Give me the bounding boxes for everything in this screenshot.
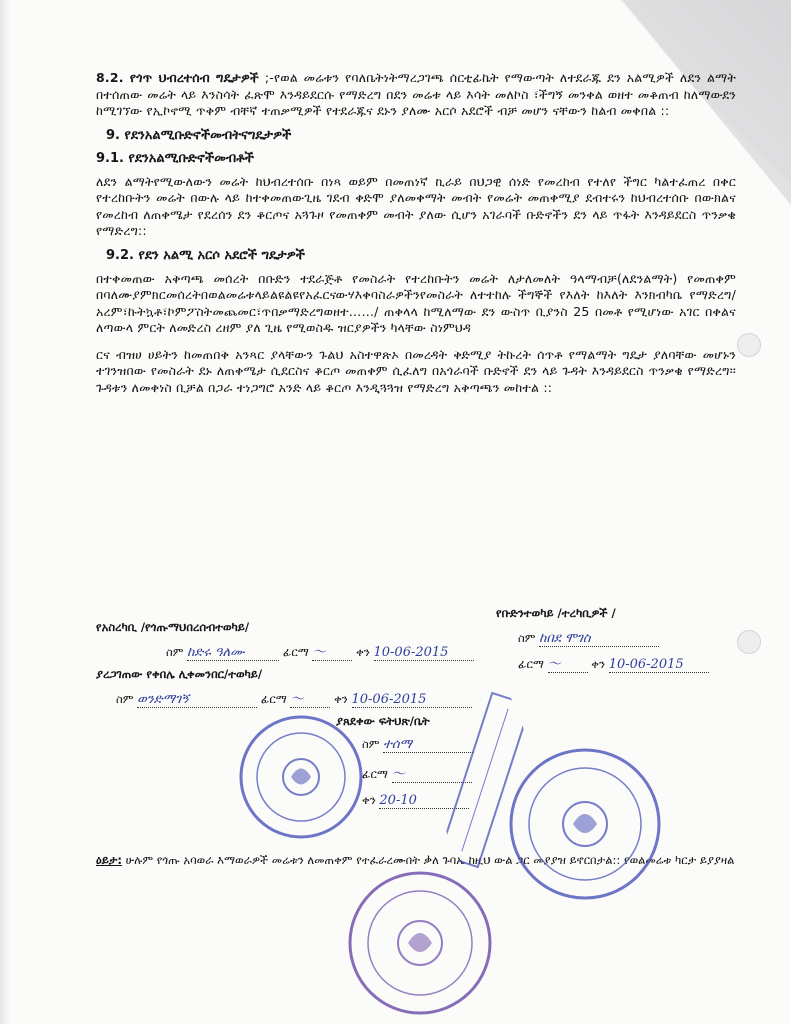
- signature-label: ፊርማ: [282, 645, 309, 659]
- court-date-line: [362, 793, 473, 809]
- date-label: ቀን: [334, 692, 348, 706]
- court-name: ተሰማ: [383, 737, 473, 753]
- note-label: ዕይታ:: [96, 853, 122, 867]
- group-signature: 〜: [548, 653, 588, 673]
- section-8-2-heading: 8.2. የጎጥ ህብረተሰብ ግዴታዎች: [96, 70, 259, 85]
- court-signature: 〜: [392, 763, 472, 783]
- section-9-heading: 9. የደንአልሚቡድኖችመብትናግዴታዎች: [106, 127, 292, 143]
- verifier-signature: 〜: [290, 688, 330, 708]
- court-title: ያጸደቀው ፍትህጽ/ቤት: [336, 714, 430, 728]
- group-signature-block: [496, 606, 709, 673]
- note: [96, 852, 736, 868]
- section-9-1-heading: 9.1. የደንአልሚቡድኖችመብቶች: [96, 150, 254, 166]
- group-date: 10-06-2015: [609, 657, 709, 673]
- date-label: ቀን: [356, 645, 370, 659]
- section-8-2: [96, 70, 736, 120]
- punch-hole: [737, 333, 761, 357]
- verifier-name: ወንድማገኝ: [137, 692, 257, 708]
- group-name-line: [518, 631, 709, 647]
- date-label: ቀን: [591, 657, 606, 671]
- receiver-signature-block: [96, 620, 474, 708]
- verifier-date: 10-06-2015: [352, 692, 472, 708]
- signature-label: ፊርማ: [260, 692, 287, 706]
- name-label: ስም: [166, 645, 184, 659]
- section-8-2-text: ;-የወል መሬቱን የባለቤትነትማረጋገጫ ሰርቲፊኬት የማውጣት ለተደራጁ ደን አልሚዎች ለደን ልማት በተሰጠው መሬት ላይ እንስሳት ፈጽሞ እንዳይደርሱ የማድረግ በደን መሬቱ ላይ እሳት መለኮስ ፣ችግኝ መንቀል ወዘተ መቆጠብ ከለማውደን ከሚገኘው የኢኮኖሚ ጥቅም ብቸኛ ተጠቃሚዎች የተደራጁና ደኑን ያለሙ አርሶ አደሮች ብቻ መሆን ናቸውን ከልብ መቀበል ::: [96, 70, 736, 118]
- receiver-name: ከድሩ ዓለሙ: [187, 645, 279, 661]
- group-title: የቡድንተወካይ /ተረካቢዎች /: [496, 606, 616, 620]
- signature-label: ፊርማ: [362, 767, 388, 781]
- document-body: [96, 70, 736, 404]
- page-edge: [0, 0, 10, 1024]
- section-9-2-heading: 9.2. የደን አልሚ አርሶ አደሮች ግዴታዎች: [106, 247, 305, 263]
- signature-label: ፊርማ: [518, 657, 544, 671]
- receiver-date: 10-06-2015: [374, 645, 474, 661]
- receiver-signature: 〜: [312, 641, 352, 661]
- section-9-1-text: ለደን ልማትየሚውለውን መሬት ከህብረተሰቡ በነጻ ወይም በመጠነኛ ኪራይ በህጋዊ ሰነድ የመረከብ የተለየ ችግር ካልተፈጠረ በቀር የተረከቡትን መሬት በውሉ ላይ ከተቀመጠውጊዜ ገደብ ቀድሞ ያለመቀማት መብት የመሬት መጠቀሚያ ደብተሩን ከህብረተሰቡ በውክልና የመረከብ ለጠቀሜታ የደረሰን ደን ቆርጦና አጓጉዞ የመጠቀም መብት ያለው ሲሆን አገራባች ቡድኖችን ደን ላይ ጥፋት እንዳይደርስ ጥንቃቄ የማድረግ::: [96, 173, 736, 238]
- section-9-2-continued: ርና ብዝሀ ሀይትን ከመጠበቅ አንጻር ያላቸውን ጉልህ አስተዋጽኦ በመረዳት ቅድሚያ ትኩረት ሰጥቶ የማልማት ግዴታ ያለባቸው መሆኑን ተገንዝበው የመስራት ደኑ ለጠቀሜታ ሲደርስና ቆርጦ መጠቀም ሲፈለግ በአጎራባች ቡድኖች ደን ላይ ጉዳት እንዳይደርስ ጥንቃቄ የማድረግ፡፡ ጉዳቱን ለመቀነስ ቢቻል በጋራ ተነጋግሮ አንድ ላይ ቆርጦ እንዲጓጓዝ የማድረግ አቅጣጫን መከተል ::: [96, 346, 736, 395]
- court-sign-line: [362, 763, 473, 783]
- court-date: 20-10: [379, 793, 469, 809]
- section-9-2-text: በተቀመጠው አቅጣጫ መሰረት በቡድን ተደራጅቶ የመስራት የተረከቡትን መሬት ለታለመለት ዓላማብቻ(ለደንልማት) የመጠቀም በባለሙያምክርመሰረትበወልመሬቱላይልዩልዩየአፈርናውሃእቀባስራዎችንየመስራት ለተተከሉ ችግኞች የእለት ከእለት እንክብካቤ የማድረግ/አረም፣ኩትኳቶ፣ኮምፖስትመጨመር፣ጥበቃማድረግወዘተ……/ ጠቀላላ ከሚለማው ደን ውስጥ ቢያንስ 25 በመቶ የሚሆነው አገር በቀልና ለጣውላ ምርት ለመድረስ ረዘም ያለ ጊዜ የሚወስዱ ዝርያዎችን ካላቸው ስነምህዳ: [96, 270, 736, 335]
- date-label: ቀን: [362, 793, 376, 807]
- note-text: ሁሉም የጎጡ አባወራ እማወራዎች መሬቱን ለመጠቀም የተፈራረሙበት ቃለ ጉባኤ ከዚህ ውል ጋር መያያዝ ይኖርበታል:: የወልመሬቱ ካርታ ይያያዛል: [125, 853, 735, 867]
- group-sign-line: [518, 653, 709, 673]
- receiver-line: [166, 641, 474, 661]
- name-label: ስም: [518, 631, 536, 645]
- receiver-title: የአስረካቢ /የጎጡማህበረሰብተወካይ/: [96, 620, 250, 634]
- verifier-title: ያረጋገጠው የቀበሌ ሊቀመንበር/ተወካይ/: [96, 667, 263, 681]
- name-label: ስም: [362, 737, 380, 751]
- court-signature-block: [336, 714, 473, 809]
- group-name: ከበደ ሞገስ: [539, 631, 659, 647]
- name-label: ስም: [116, 692, 134, 706]
- court-name-line: [362, 737, 473, 753]
- verifier-line: [116, 688, 474, 708]
